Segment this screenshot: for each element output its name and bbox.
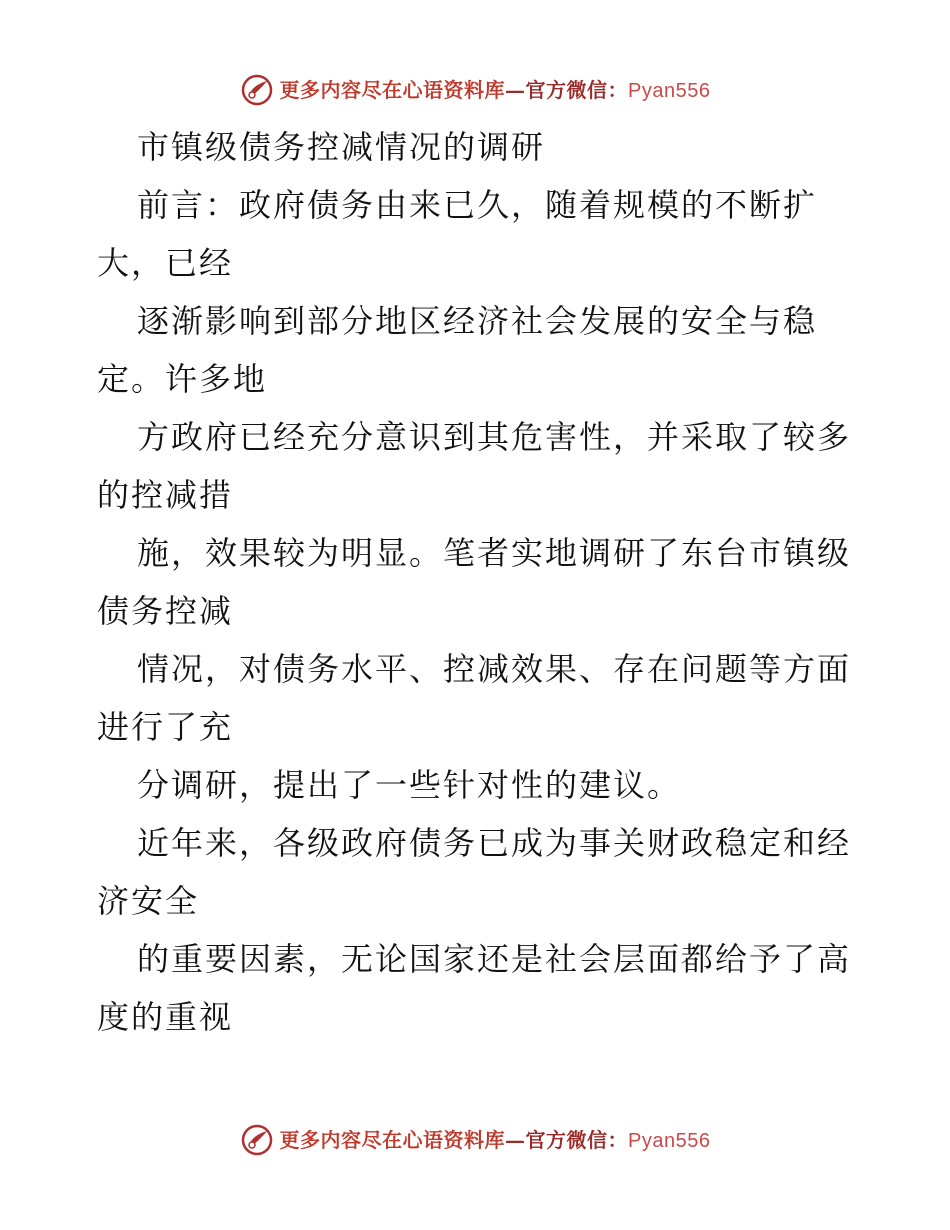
document-text-line: 债务控减 (97, 592, 234, 630)
brand-logo-icon (240, 1123, 274, 1157)
document-text-line: 分调研，提出了一些针对性的建议。 (137, 766, 682, 804)
watermark-dash: — (505, 77, 526, 102)
document-text-line: 近年来，各级政府债务已成为事关财政稳定和经 (137, 824, 852, 862)
document-text-line: 的控减措 (97, 476, 234, 514)
watermark-main-text: 更多内容尽在心语资料库 (279, 1127, 506, 1152)
document-text-line: 的重要因素，无论国家还是社会层面都给予了高 (137, 940, 852, 978)
document-text-line: 逐渐影响到部分地区经济社会发展的安全与稳 (137, 302, 818, 340)
document-text-line: 进行了充 (97, 708, 234, 746)
watermark-wechat-id: Pyan556 (628, 79, 711, 102)
watermark-sub-text: 官方微信： (525, 1127, 629, 1152)
watermark-main-text: 更多内容尽在心语资料库 (279, 77, 506, 102)
watermark-sub-text: 官方微信： (525, 77, 629, 102)
document-text-line: 施，效果较为明显。笔者实地调研了东台市镇级 (137, 534, 852, 572)
watermark-wechat-id: Pyan556 (628, 1129, 711, 1152)
document-title-line: 市镇级债务控减情况的调研 (137, 128, 546, 166)
footer-watermark (0, 1122, 950, 1158)
document-text-line: 大，已经 (97, 244, 234, 282)
document-text-line: 前言：政府债务由来已久，随着规模的不断扩 (137, 186, 818, 224)
document-text-line: 济安全 (97, 882, 200, 920)
document-text-line: 定。许多地 (97, 360, 268, 398)
document-text-line: 情况，对债务水平、控减效果、存在问题等方面 (137, 650, 852, 688)
document-text-line: 度的重视 (97, 998, 234, 1036)
brand-logo-icon (240, 73, 274, 107)
header-watermark (0, 72, 950, 108)
document-text-line: 方政府已经充分意识到其危害性，并采取了较多 (137, 418, 852, 456)
watermark-dash: — (505, 1127, 526, 1152)
document-body (97, 118, 857, 1046)
